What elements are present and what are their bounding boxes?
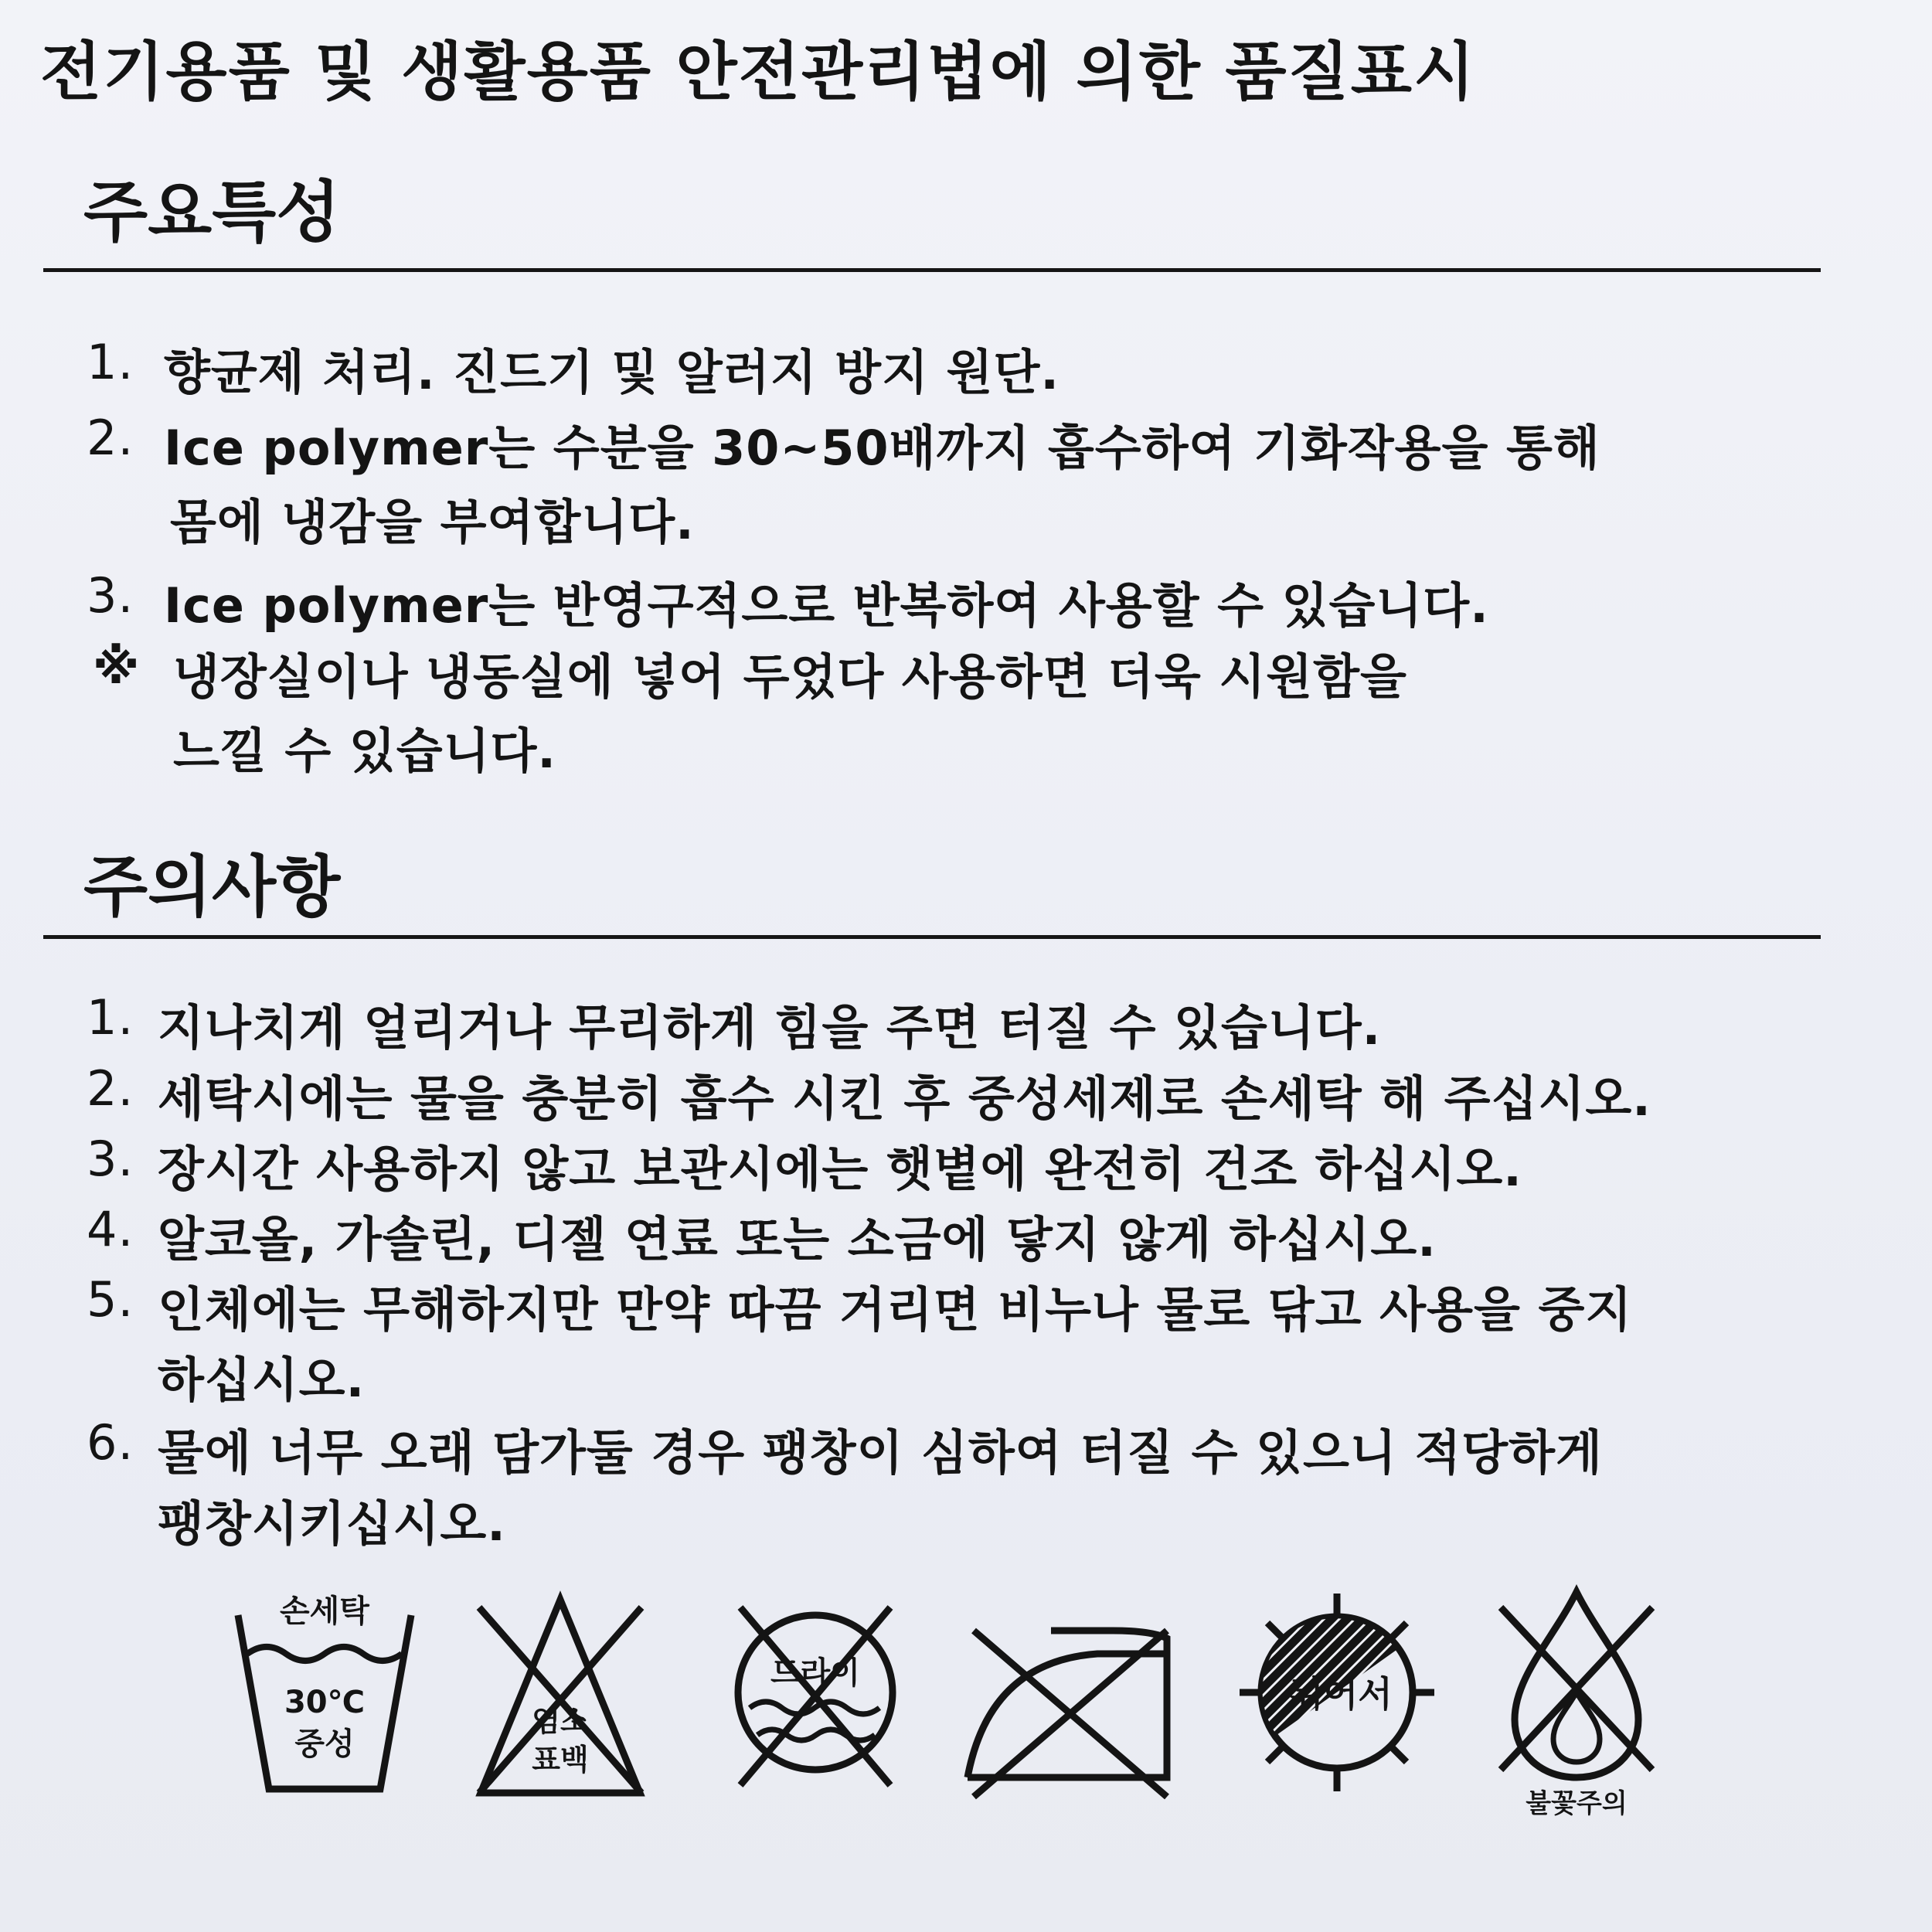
item-text: 장시간 사용하지 않고 보관시에는 햇볕에 완전히 건조 하십시오. [158,1141,1522,1197]
item-text: 향균제 처리. 진드기 및 알러지 방지 원단. [164,344,1060,400]
cautions-rule [43,935,1821,939]
item-number: 3. [87,1131,134,1187]
wash-temperature: 30℃ [284,1685,366,1720]
dry-flat-label: 뉘어서 [1289,1673,1393,1715]
no-sun-dry-icon [1236,1577,1437,1808]
caution-item-5-continuation: 하십시오. [158,1352,366,1408]
item-text: Ice polymer는 반영구적으로 반복하여 사용할 수 있습니다. [164,577,1489,634]
bleach-label-line1: 염소 [532,1704,589,1738]
item-text: 물에 너무 오래 담가둘 경우 팽창이 심하여 터질 수 있으니 적당하게 [158,1424,1603,1481]
dry-clean-label: 드라이 [770,1655,860,1691]
flammable-caution-icon [1492,1577,1662,1824]
features-heading: 주요특성 [83,174,341,251]
reference-mark: ※ [93,638,141,695]
item-number: 3. [87,567,134,624]
caution-item-6-continuation: 팽창시키십시오. [158,1495,506,1552]
item-number: 5. [87,1271,134,1328]
document-title: 전기용품 및 생활용품 안전관리법에 의한 품질표시 [40,36,1477,109]
cautions-heading: 주의사항 [83,849,341,926]
item-text: 인체에는 무해하지만 만약 따끔 거리면 비누나 물로 닦고 사용을 중지 [158,1281,1633,1338]
item-text: 지나치게 얼리거나 무리하게 힘을 주면 터질 수 있습니다. [158,999,1382,1056]
detergent-type: 중성 [294,1726,355,1762]
no-iron-icon [958,1577,1175,1808]
hand-wash-icon [232,1577,417,1808]
item-text: 세탁시에는 물을 충분히 흡수 시킨 후 중성세제로 손세탁 해 주십시오. [158,1070,1651,1127]
item-number: 6. [87,1414,134,1471]
features-rule [43,268,1821,272]
feature-note-continuation: 느낄 수 있습니다. [173,723,556,779]
no-bleach-icon [471,1577,649,1808]
feature-item-2-continuation: 몸에 냉감을 부여합니다. [170,494,695,550]
care-symbols [216,1577,1762,1839]
no-dry-clean-icon [726,1577,904,1808]
item-number: 2. [87,410,134,466]
item-number: 2. [87,1060,134,1117]
bleach-label-line2: 표백 [532,1743,589,1777]
note-text: 냉장실이나 냉동실에 넣어 두었다 사용하면 더욱 시원함을 [173,648,1407,705]
item-text: Ice polymer는 수분을 30~50배까지 흡수하여 기화작용을 통해 [164,420,1600,476]
item-number: 4. [87,1201,134,1257]
hand-wash-label: 손세탁 [280,1594,369,1629]
item-number: 1. [87,334,134,390]
item-text: 알코올, 가솔린, 디젤 연료 또는 소금에 닿지 않게 하십시오. [158,1211,1437,1267]
item-number: 1. [87,989,134,1046]
flammable-label: 불꽃주의 [1526,1788,1628,1819]
